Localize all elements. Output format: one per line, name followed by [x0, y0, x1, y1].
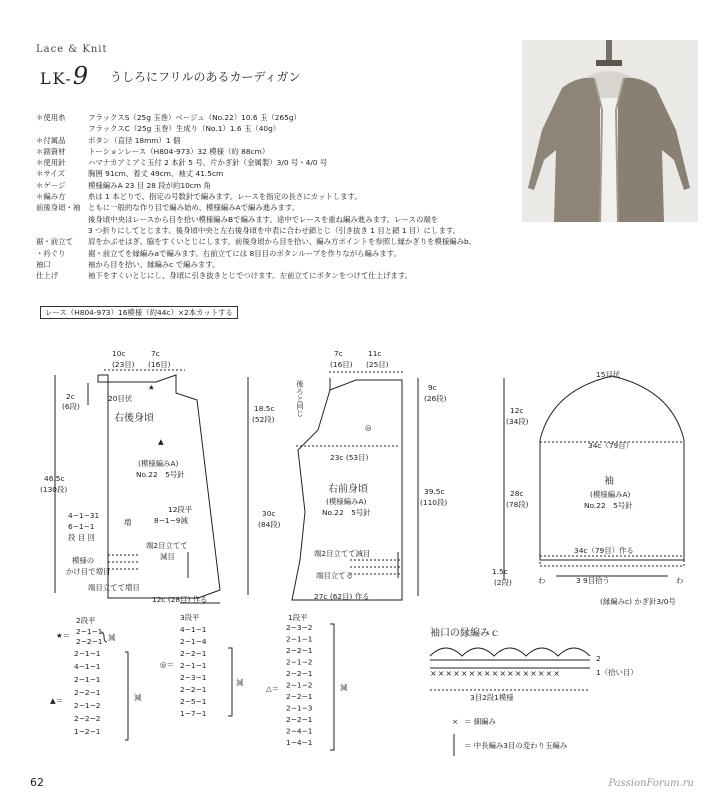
sleeve-ring-left: わ — [538, 576, 546, 585]
spec-label: 仕上げ — [36, 271, 59, 281]
table1-mark: 減 — [108, 633, 116, 642]
front-side-note: 後ろと同じ — [295, 380, 305, 417]
cuff-legend2: ＝ 中長編み3目の変わり玉編み — [464, 741, 568, 750]
sleeve-border: (縁編みc) かぎ針3/0号 — [600, 597, 676, 606]
t4-row: 2−2−1 — [286, 692, 313, 701]
t4-row: 1−4−1 — [286, 738, 313, 747]
spec-label: ＊副資材 — [36, 146, 66, 156]
cuff-title: 袖口の縁編みｃ — [430, 628, 500, 639]
sleeve-h1: 12c — [510, 406, 524, 415]
back-mid2s: (84段) — [258, 520, 281, 529]
spec-label: ＊使用糸 — [36, 113, 66, 122]
spec-value: 肩をかぶせはぎ、脇をすくいとじにします。前後身頃から目を拾い、編み方ポイントを参照し縁かぎりを模様編みb、 — [88, 237, 477, 247]
t3-row: 4−1−1 — [180, 625, 207, 634]
front-top-sts2: (25目) — [366, 360, 389, 369]
back-edge2: 減目 — [160, 552, 175, 561]
spec-label: 袖口 — [36, 259, 51, 269]
cuff-repeat: 3目2段1模様 — [470, 693, 514, 702]
t4-row: 2−1−3 — [286, 703, 313, 713]
t1-row: 2−2−1 — [76, 637, 103, 646]
table2-symbol: ▲＝ — [50, 696, 64, 705]
t1-row: 2−1−1 — [76, 627, 103, 636]
sleeve-needle: No.22 5号針 — [584, 501, 633, 510]
back-edge1: 端2目立てて — [146, 541, 188, 550]
back-triangle: ▲ — [158, 437, 164, 446]
front-right1: 9c — [428, 383, 437, 392]
front-piece-name: 右前身頃 — [328, 484, 368, 495]
back-left-tops: (6段) — [62, 402, 80, 411]
sleeve-width: 34c（79目） — [588, 441, 634, 450]
t4-row: 2−2−1 — [286, 646, 313, 655]
t3-row: 2−3−1 — [180, 673, 207, 682]
back-piece-name: 右後身頃 — [114, 413, 154, 424]
back-left-top: 2c — [66, 392, 75, 401]
back-top-width2: 7c — [151, 349, 160, 358]
table4-rows — [286, 623, 313, 747]
t3-row: 2−1−1 — [180, 661, 207, 670]
back-top-sts2: (16目) — [148, 360, 171, 369]
t2-row: 1−2−1 — [74, 727, 101, 736]
back-pattern: (模様編みA) — [138, 459, 179, 468]
sleeve-name: 袖 — [604, 476, 614, 487]
brace-t2 — [125, 652, 128, 740]
t2-row: 2−1−1 — [74, 675, 101, 684]
page-number: 62 — [30, 776, 44, 789]
back-dec2: 8−1−9減 — [154, 516, 188, 525]
back-top-width1: 10c — [112, 349, 126, 358]
t4-row: 2−3−2 — [286, 623, 313, 632]
back-edge3: 端目立てて増目 — [88, 583, 140, 592]
code-prefix: LK- — [40, 69, 73, 88]
t2-row: 4−1−1 — [74, 662, 101, 671]
back-inc-mark: 増 — [124, 518, 132, 527]
spec-label: ・衿ぐり — [36, 248, 66, 258]
front-top-sts1: (16目) — [330, 360, 353, 369]
spec-value: 袖から目を拾い、縁編みc で編みます。 — [88, 259, 220, 269]
brand-label: Lace & Knit — [36, 44, 108, 55]
front-pattern: (模様編みA) — [326, 497, 367, 506]
spec-value: フラックスS（25g 玉巻）ベージュ（No.22）10.6 玉（265g） — [88, 113, 301, 122]
cuff-legend-sym1: × — [452, 717, 459, 726]
table4-head: 1段平 — [288, 613, 308, 622]
watermark: PassionForum.ru — [608, 778, 694, 789]
t2-row: 2−2−2 — [74, 714, 101, 723]
front-needle: No.22 5号針 — [322, 508, 371, 517]
back-inc3: 段 目 回 — [68, 533, 95, 542]
sleeve-h2s: (78段) — [506, 500, 529, 509]
back-mid1s: (52段) — [252, 415, 275, 424]
cuff-legend1: ＝ 細編み — [464, 717, 496, 726]
t2-row: 2−1−2 — [74, 701, 101, 710]
back-inc1: 4−1−31 — [68, 511, 100, 520]
spec-value: 胸囲 91cm、着丈 49cm、袖丈 41.5cm — [88, 169, 224, 179]
back-star: ★ — [148, 383, 155, 392]
table3-rows — [180, 625, 207, 718]
table4-mark: 減 — [340, 683, 348, 692]
lace-cut-note: レース（H804-973）16模様（約44c）×2本カットする — [40, 306, 238, 319]
brace-t3 — [228, 648, 232, 716]
spec-label: ＊使用針 — [36, 158, 66, 168]
back-needle: No.22 5号針 — [136, 470, 185, 479]
t2-row: 2−2−1 — [74, 688, 101, 697]
t2-row: 2−1−1 — [74, 649, 101, 658]
t4-row: 2−2−1 — [286, 669, 313, 678]
table2-rows — [74, 649, 101, 736]
sleeve-ring-right: わ — [676, 576, 684, 585]
spec-value: ボタン（直径 18mm）1 個 — [88, 135, 181, 145]
front-edge1: 端2目立てて減目 — [314, 549, 371, 558]
spec-label: ＊編み方 — [36, 192, 66, 202]
front-button-loop: ◎ — [365, 423, 372, 432]
t3-row: 2−2−1 — [180, 685, 207, 694]
spec-value: フラックスC（25g 玉巻）生成り（No.1）1.6 玉（40g） — [88, 124, 281, 134]
spec-label: ＊サイズ — [36, 169, 65, 179]
table1-symbol: ★＝ — [56, 631, 71, 640]
spec-value: トーションレース（H804-973）32 模様（約 88cm） — [88, 146, 270, 156]
table3-mark: 減 — [236, 678, 244, 687]
front-bottom: 27c (62目) 作る — [314, 592, 370, 601]
t4-row: 2−1−2 — [286, 657, 313, 667]
t3-row: 2−2−1 — [180, 649, 207, 658]
spec-value: 後身頃中央はレースから目を拾い模様編みBで編みます。途中でレースを重ね編み進みます。レースの端を — [88, 214, 439, 224]
sleeve-pattern: (模様編みA) — [590, 490, 631, 499]
back-left-main: 46.5c — [44, 474, 65, 483]
back-inc2: 6−1−1 — [68, 522, 95, 531]
back-mid1: 18.5c — [254, 404, 275, 413]
t3-row: 1−7−1 — [180, 709, 207, 718]
back-bottom: 12c (28目) 作る — [152, 595, 208, 604]
table1-rows — [76, 627, 103, 646]
t4-row: 2−1−1 — [286, 634, 313, 644]
front-top-width1: 7c — [334, 349, 343, 358]
spec-value: 模様編みA 23 目 28 段が約10cm 角 — [88, 180, 211, 190]
back-note2: かけ目で増目 — [66, 567, 111, 576]
code-number: 9 — [72, 62, 91, 90]
spec-value: 裾・前立てを縁編みaで編みます。右前立てには 8目目のボタンループを作りながら編みます。 — [88, 248, 401, 258]
spec-label: 前後身頃・袖 — [36, 203, 81, 213]
spec-value: ハマナカアミアミ玉付 2 本針 5 号、片かぎ針（金属製）3/0 号・4/0 号 — [88, 158, 328, 168]
back-dec1: 12段平 — [168, 505, 193, 514]
spec-value: ともに一般的な作り目で編み始め、模様編みAで編み進みます。 — [88, 203, 300, 213]
spec-value: 袖下をすくいとじにし、身頃に引き抜きとじでつけます。左前立てにボタンをつけて仕上げます。 — [88, 271, 413, 281]
back-left-mains: (130段) — [40, 485, 68, 494]
front-edge2: 端目立てる — [316, 571, 353, 580]
spec-value: 糸は 1 本どりで、指定の号数針で編みます。レースを指定の長さにカットします。 — [88, 192, 362, 202]
spec-label: ＊付属品 — [36, 135, 66, 145]
front-right1s: (26段) — [424, 394, 447, 403]
front-neck: 23c (53目) — [330, 453, 369, 462]
front-right2: 39.5c — [424, 487, 445, 496]
sleeve-pick: 3 9目拾う — [576, 576, 610, 585]
t4-row: 2−4−1 — [286, 726, 313, 736]
sleeve-h3s: (2段) — [494, 578, 512, 587]
table4-symbol: △＝ — [266, 684, 280, 693]
back-top-sts1: (23目) — [112, 360, 135, 369]
front-top-width2: 11c — [368, 349, 382, 358]
sleeve-top: 15目伏 — [596, 370, 621, 379]
sleeve-h1s: (34段) — [506, 417, 529, 426]
table3-symbol: ◎＝ — [160, 660, 174, 669]
table2-mark: 減 — [134, 693, 142, 702]
spec-value: 3 つ折りにしてとじます。後身頃中央と左右後身頃を中表に合わせ鎖とじ（引き抜き 1 目と鎖 1 目）にします。 — [88, 225, 461, 235]
cuff-chart — [430, 648, 590, 756]
t3-row: 2−1−4 — [180, 637, 207, 646]
cuff-row1: 1（拾い目） — [596, 668, 638, 677]
spec-label: 裾・前立て — [36, 237, 73, 247]
back-bindoff: 20目伏 — [108, 394, 133, 403]
pattern-title: うしろにフリルのあるカーディガン — [110, 70, 301, 84]
table3-head: 3段平 — [180, 613, 200, 622]
cuff-x-row: ××××××××××××××××× — [430, 669, 561, 678]
t4-row: 2−1−2 — [286, 680, 313, 690]
table1-head: 2段平 — [76, 616, 96, 625]
t4-row: 2−2−1 — [286, 715, 313, 724]
back-mid2: 30c — [262, 509, 276, 518]
back-note1: 模様の — [72, 556, 95, 565]
sleeve-h2: 28c — [510, 489, 524, 498]
spec-label: ＊ゲージ — [36, 180, 66, 190]
cuff-row2: 2 — [596, 654, 601, 663]
brace-t4 — [330, 624, 334, 750]
t3-row: 2−5−1 — [180, 697, 207, 706]
sleeve-h3: 1.5c — [492, 567, 508, 576]
sleeve-bottom: 34c（79目）作る — [574, 546, 634, 555]
front-right2s: (110段) — [420, 498, 448, 507]
